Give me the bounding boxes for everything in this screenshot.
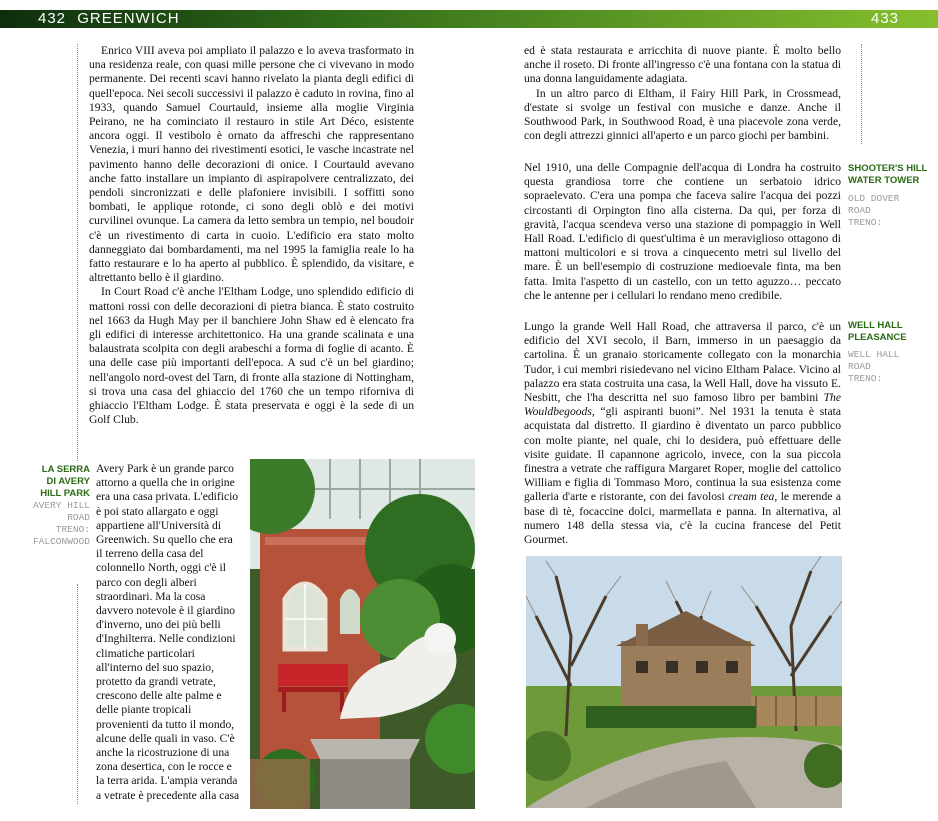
right-top-text — [524, 44, 841, 143]
right-page-number: 433 — [871, 10, 900, 27]
paragraph: In un altro parco di Eltham, il Fairy Hill Park, in Crossmead, d'estate si svolge un festival con musiche e danze. Anche il Southwood Park, in Southwood Road, è una piacevole zona verde, con degli attrezzi ginnici all'aperto e un parco giochi per bambini. — [524, 86, 841, 143]
left-column-rule — [77, 44, 78, 461]
paragraph: In Court Road c'è anche l'Eltham Lodge, uno splendido edificio di mattoni rossi con delle decorazioni di pietra bianca. È stato costruito nel 1663 da Hugh May per il banchiere John Shaw ed è elencato fra gli edifici di interesse architettonico. Ha una grande scalinata e una balaustrata scolpita con degli arabeschi a forma di foglie di acanto. È una delle case più importanti dell'epoca. A sud c'è un bel giardino; nell'angolo nord-ovest del Tarn, di fronte alla stazione di Nottingham, si trova una casa del ghiaccio del 1760 che un tempo riforniva di ghiaccio l'Eltham Lodge. È stata preservata e oggi è la sede di un Golf Club. — [89, 285, 414, 427]
paragraph: Enrico VIII aveva poi ampliato il palazzo e lo aveva trasformato in una residenza reale, con quasi mille persone che ci vivevano in modo permanente. Dei recenti scavi hanno rivelato la pianta degli edifici di quell'epoca. Nei secoli successivi il palazzo è caduto in rovina, fino al 1933, quando Samuel Courtauld, insieme alla moglie Virginia Peirano, ne ha cominciato il restauro in stile Art Déco, esistente ancora oggi. Il vestibolo è ornato da affreschi che rappresentano Venezia, i muri hanno dei rivestimenti esotici, le vasche incastrate nel pavimento hanno delle decorazioni di onice. I Courtauld avevano anche fatto installare un impianto di aspirapolvere centralizzato, dei pendoli sincronizzati e delle plafoniere invisibili. I soffitti sono bombati, le applique rotonde, ci sono degli oblò e dei motivi curvilinei ovunque. La camera da letto sembra un tempio, nel boudoir c'è un rivestimento di carta in cuoio. L'edificio era stato molto danneggiato dai bombardamenti, ma nel 1995 la famiglia reale lo ha fatto restaurare e lo ha aperto al pubblico. È splendido, da visitare, e altrettanto bello è il giardino. — [89, 44, 414, 285]
paragraph: Lungo la grande Well Hall Road, che attraversa il parco, c'è un edificio del XVI secolo, il Barn, immerso in un paesaggio da cartolina. È un granaio storicamente collegato con la monarchia Tudor, i cui membri risiedevano nel vicino Eltham Palace. Vicino al palazzo era stata costruita una casa, la Well Hall, dove ha vissuto E. Nesbitt, che l'ha descritta nel suo famoso libro per bambini The Wouldbegoods, “gli aspiranti buoni”. Nel 1931 la tenuta è stata acquistata dal distretto. Il giardino è diventato un parco pubblico con molte piante, nel quale, chi lo desidera, può effettuare delle visite guidate. Il capannone agricolo, invece, con la sua piccola finestra a vetrate che raffigura Margaret Roper, moglie del cattolico William e figlia di Tommaso Moro, continua la sua esistenza come galleria d'arte e ristorante, con dei favolosi cream tea, le merende a base di tè, focaccine dolci, marmellata e panna. In alternativa, al numero 148 della stessa via, c'è la cucina francese del Petit Gourmet. — [524, 320, 841, 547]
left-page-number: 432 — [38, 10, 67, 27]
photo-well-hall-barn — [526, 556, 842, 808]
left-main-text — [89, 44, 414, 427]
photo-winter-garden — [250, 459, 475, 809]
left-page-header — [38, 9, 180, 29]
left-column-rule-lower — [77, 584, 78, 804]
paragraph: Nel 1910, una delle Compagnie dell'acqua di Londra ha costruito questa grandiosa torre che contiene un serbatoio idrico sopraelevato. C'era una pompa che faceva salire l'acqua dei pozzi circostanti di Orpington fino alla cisterna. Da qui, per forza di gravità, l'acqua scendeva verso una stazione di pompaggio in Well Hall Road. L'edificio di quest'ultima è un meraviglioso ottagono di mattoni multicolori e si trova a cinquecento metri sul livello del mare. È un bell'esempio di costruzione medioevale finta, ma ben fatta. Imita l'aspetto di un castello, con un tetto aguzzo… peccato che le antenne per i cellulari lo rendano meno credibile. — [524, 161, 841, 302]
sidebar-title-avery-hill: LA SERRA DI AVERY HILL PARK — [40, 464, 90, 499]
left-narrow-text — [96, 462, 240, 803]
sidebar-title-shooters-hill: SHOOTER'S HILL WATER TOWER — [848, 163, 928, 186]
sidebar-address-shooters-hill: OLD DOVER ROAD TRENO: — [848, 193, 900, 228]
book-title: The Wouldbegoods — [524, 391, 841, 419]
right-lower-text — [524, 320, 841, 547]
term-italic: cream tea — [728, 490, 775, 504]
right-column-rule — [861, 44, 862, 144]
paragraph: ed è stata restaurata e arricchita di nuove piante. È molto bello anche il roseto. Di fronte all'ingresso c'è una fontana con la statua di una donna languidamente adagiata. — [524, 44, 841, 86]
sidebar-address-avery-hill: AVERY HILL ROAD TRENO: FALCONWOOD — [32, 500, 90, 547]
left-running-title: GREENWICH — [77, 10, 180, 27]
sidebar-title-well-hall: WELL HALL PLEASANCE — [848, 320, 907, 343]
right-middle-text — [524, 161, 841, 303]
sidebar-address-well-hall: WELL HALL ROAD TRENO: — [848, 349, 900, 384]
paragraph: Avery Park è un grande parco attorno a quella che in origine era una casa privata. L'edificio è poi stato allargato e oggi appartiene all'Università di Greenwich. Su quello che era il terreno della casa del colonnello North, oggi c'è il parco con degli alberi straordinari. Ma la cosa davvero notevole è il giardino d'inverno, uno dei più belli d'Inghilterra. Nelle condizioni climatiche particolari all'interno del suo spazio, protetto da grandi vetrate, crescono delle alte palme e delle piante tropicali provenienti da tutto il mondo, alcune delle quali in vaso. C'è anche la ricostruzione di una zona desertica, con le rocce e la terra arida. L'ampia veranda a vetrate è precedente alla casa — [96, 462, 240, 802]
